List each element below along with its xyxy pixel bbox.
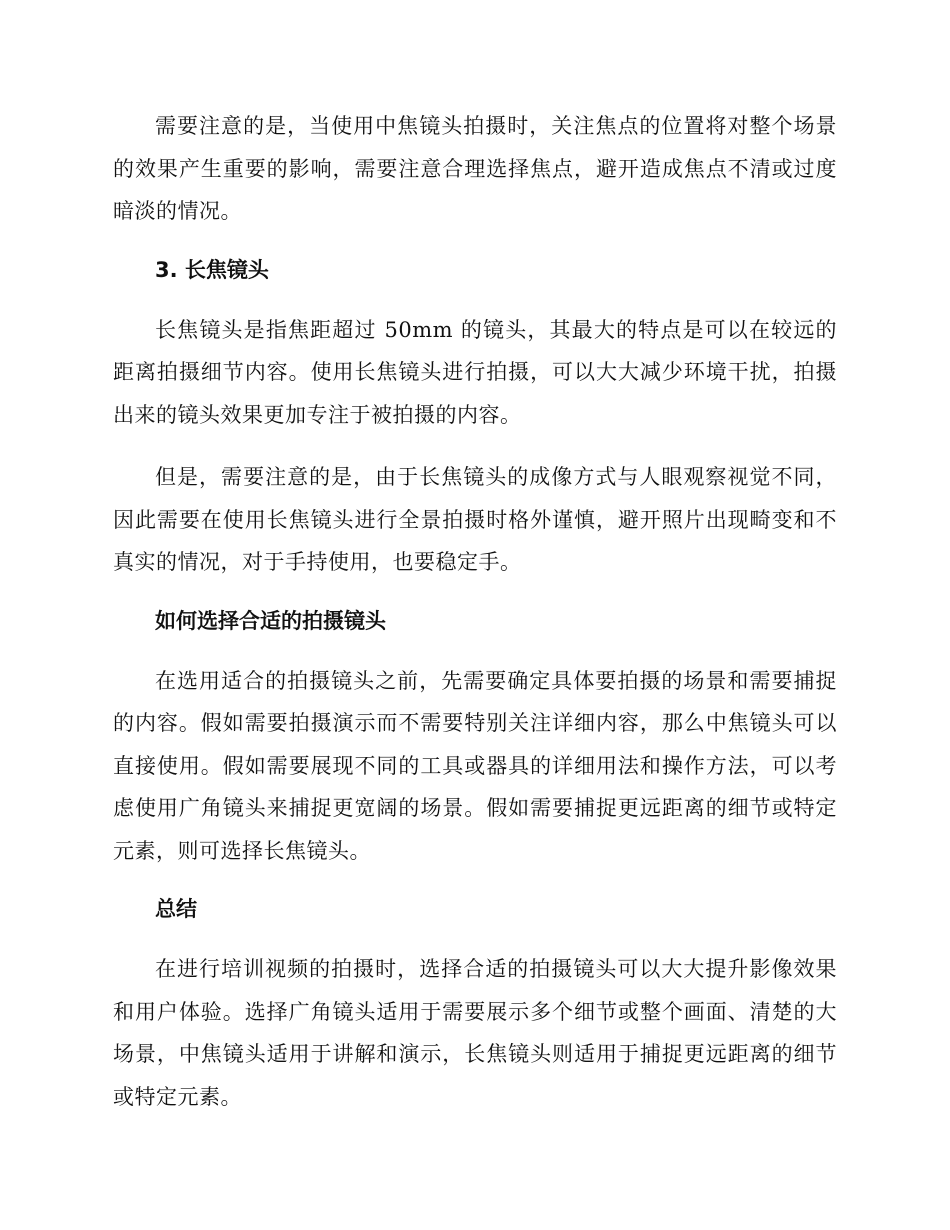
paragraph-summary: 在进行培训视频的拍摄时，选择合适的拍摄镜头可以大大提升影像效果和用户体验。选择广角镜头适用于需要展示多个细节或整个画面、清楚的大场景，中焦镜头适用于讲解和演示，长焦镜头则适用于捕捉更远距离的细节或特定元素。 bbox=[113, 957, 837, 1109]
paragraph-long-lens-intro: 长焦镜头是指焦距超过 50mm 的镜头，其最大的特点是可以在较远的距离拍摄细节内容。使用长焦镜头进行拍摄，可以大大减少环境干扰，拍摄出来的镜头效果更加专注于被拍摄的内容。 bbox=[113, 317, 837, 427]
paragraph-long-lens-caution: 但是，需要注意的是，由于长焦镜头的成像方式与人眼观察视觉不同，因此需要在使用长焦镜头进行全景拍摄时格外谨慎，避开照片出现畸变和不真实的情况，对于手持使用，也要稳定手。 bbox=[113, 465, 837, 574]
paragraph-focus-note: 需要注意的是，当使用中焦镜头拍摄时，关注焦点的位置将对整个场景的效果产生重要的影响，需要注意合理选择焦点，避开造成焦点不清或过度暗淡的情况。 bbox=[113, 114, 837, 223]
paragraph-choose-lens: 在选用适合的拍摄镜头之前，先需要确定具体要拍摄的场景和需要捕捉的内容。假如需要拍摄演示而不需要特别关注详细内容，那么中焦镜头可以直接使用。假如需要展现不同的工具或器具的详细用法和操作方法，可以考虑使用广角镜头来捕捉更宽阔的场景。假如需要捕捉更远距离的细节或特定元素，则可选择长焦镜头。 bbox=[113, 668, 837, 863]
heading-summary: 总结 bbox=[155, 897, 197, 921]
document-page bbox=[113, 105, 837, 1138]
heading-long-lens: 3. 长焦镜头 bbox=[155, 257, 269, 282]
heading-choose-lens: 如何选择合适的拍摄镜头 bbox=[155, 608, 386, 633]
